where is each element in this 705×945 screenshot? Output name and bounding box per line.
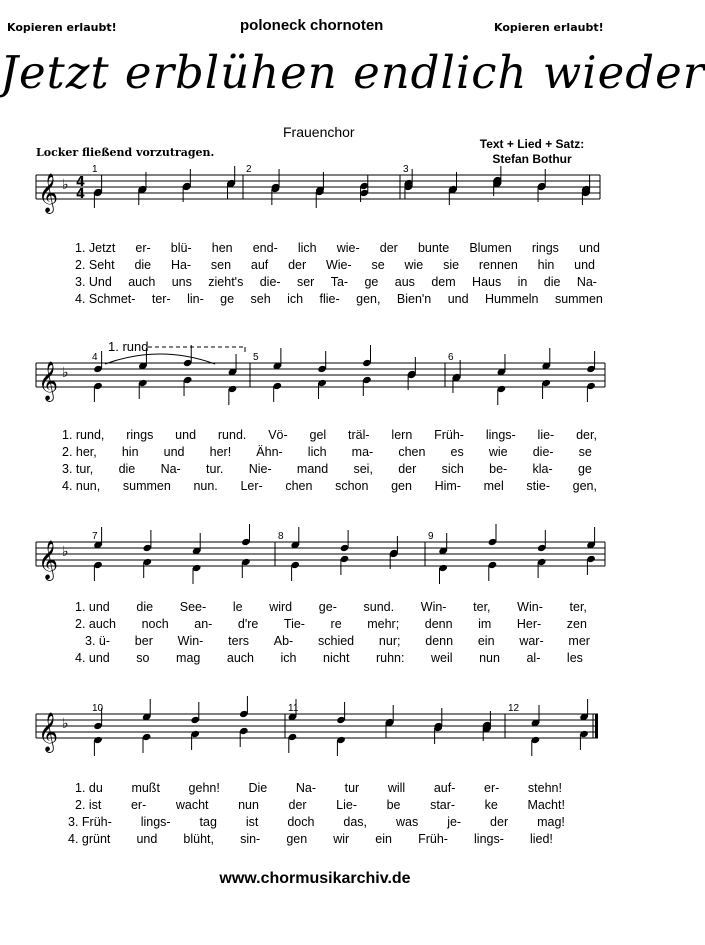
staff-system-1 [0,164,630,224]
measure-number: 7 [92,531,98,542]
lyric-syllable: lings- [140,815,171,829]
copy-notice-left: Kopieren erlaubt! [7,21,117,34]
lyric-syllable: die- [532,445,554,459]
lyric-syllable: nur; [378,634,401,648]
lyric-syllable: auf [250,258,269,272]
lyric-syllable: die- [259,275,281,289]
lyric-syllable: zieht's [208,275,244,289]
lyric-syllable: aus [394,275,415,289]
lyric-syllable: auch [226,651,254,665]
lyric-syllable: und [136,832,158,846]
lyric-syllable: Früh- [418,832,448,846]
staff-system-4 [0,703,630,763]
lyric-syllable: träl- [348,428,370,442]
treble-clef-icon: 𝄞 [38,712,59,752]
lyric-syllable: mehr; [367,617,400,631]
lyric-syllable: d're [237,617,259,631]
staff-system-3 [0,531,630,591]
lyric-syllable: an- [194,617,213,631]
lyric-syllable: nicht [323,651,350,665]
lyric-syllable: See- [179,600,207,614]
lyric-syllable: zen [566,617,587,631]
lyric-syllable: gen, [572,479,597,493]
measure-number: 8 [278,531,284,542]
lyric-syllable: mußt [131,781,160,795]
lyric-syllable: noch [141,617,169,631]
lyric-syllable: mand [296,462,329,476]
lyric-syllable: seh [250,292,271,306]
lyric-syllable: und [447,292,469,306]
lyric-syllable: gen, [356,292,381,306]
verse-3-line-2 [62,462,592,476]
lyric-syllable: lern [391,428,413,442]
lyric-syllable: Bien'n [396,292,432,306]
verse-1-line-3 [75,600,587,614]
lyric-syllable: der [490,815,509,829]
lyric-syllable: kla- [532,462,553,476]
lyric-syllable: er- [135,241,151,255]
lyric-syllable: 3. ü- [85,634,111,648]
lyric-syllable: was [396,815,419,829]
lyric-syllable: doch [287,815,315,829]
lyric-syllable: Ähn- [256,445,283,459]
lyric-syllable: tur. [206,462,224,476]
lyric-syllable: ich [287,292,304,306]
lyric-syllable: sei, [353,462,373,476]
lyric-syllable: rund. [217,428,247,442]
lyric-syllable: chen [285,479,313,493]
lyric-syllable: die [118,462,136,476]
lyric-syllable: le [232,600,243,614]
lyric-syllable: 2. ist [75,798,102,812]
lyric-syllable: der [398,462,417,476]
lyric-syllable: hen [211,241,233,255]
lyric-syllable: ruhn: [375,651,405,665]
verse-4-line-4 [68,832,553,846]
lyric-syllable: nun [238,798,259,812]
lyric-syllable: be [386,798,401,812]
lyric-syllable: mer [568,634,590,648]
song-title: Jetzt erblühen endlich wieder [0,46,705,99]
lyric-syllable: 4. und [75,651,110,665]
lyric-syllable: Die [248,781,268,795]
lyric-syllable: es [450,445,464,459]
lyric-syllable: ser [296,275,315,289]
lyric-syllable: lich [297,241,317,255]
flat-icon: ♭ [62,716,69,732]
lyric-syllable: 1. Jetzt [75,241,116,255]
lyric-syllable: die [543,275,561,289]
lyric-syllable: Win- [420,600,447,614]
lyric-syllable: in [517,275,528,289]
lyric-syllable: ge [577,462,592,476]
lyric-syllable: 4. grünt [68,832,111,846]
lyric-syllable: ter- [151,292,171,306]
lyric-syllable: ge [220,292,235,306]
lyric-syllable: 3. Früh- [68,815,112,829]
lyric-syllable: denn [425,634,454,648]
lyric-syllable: lings- [485,428,516,442]
lyric-syllable: chen [398,445,426,459]
lyric-syllable: gel [309,428,327,442]
verse-2-line-1 [75,258,595,272]
lyric-syllable: re [330,617,342,631]
lyric-syllable: Hummeln [485,292,539,306]
lyric-syllable: wird [269,600,293,614]
lyric-syllable: 4. nun, [62,479,101,493]
treble-clef-icon: 𝄞 [38,540,59,580]
lyric-syllable: gen [286,832,308,846]
lyric-syllable: ke [484,798,498,812]
measure-number: 2 [246,164,252,175]
verse-4-line-2 [62,479,597,493]
lyric-syllable: se [578,445,592,459]
lyric-syllable: die [134,258,152,272]
copy-notice-right: Kopieren erlaubt! [494,21,604,34]
lyric-syllable: auch [128,275,156,289]
measure-number: 10 [92,703,104,714]
lyric-syllable: sie [443,258,460,272]
lyric-syllable: nun. [193,479,218,493]
lyric-syllable: Win- [177,634,204,648]
measure-number: 5 [253,352,259,363]
lyric-syllable: 1. du [75,781,103,795]
lyric-syllable: lin- [187,292,204,306]
time-signature-top: 4 [76,175,86,190]
volta-bracket-label: 1. rund [108,339,149,354]
lyric-syllable: ters [228,634,249,648]
lyric-syllable: Na- [160,462,181,476]
measure-number: 6 [448,352,454,363]
lyric-syllable: rings [531,241,559,255]
lyric-syllable: mag [176,651,201,665]
lyric-syllable: bunte [417,241,450,255]
lyric-syllable: der [288,258,307,272]
lyric-syllable: auf- [433,781,456,795]
lyric-syllable: ge [364,275,379,289]
lyric-syllable: wie- [336,241,360,255]
publisher-title: poloneck chornoten [240,17,384,34]
lyric-syllable: rennen [478,258,518,272]
verse-2-line-3 [75,617,587,631]
lyric-syllable: und [175,428,197,442]
measure-number: 1 [92,164,98,175]
lyric-syllable: lings- [474,832,504,846]
lyric-syllable: je- [447,815,462,829]
lyric-syllable: schied [318,634,355,648]
lyric-syllable: Vö- [268,428,288,442]
lyric-syllable: hin [537,258,555,272]
lyric-syllable: rings [126,428,154,442]
lyric-syllable: summen [554,292,603,306]
verse-1-line-1 [75,241,600,255]
lyric-syllable: stie- [526,479,551,493]
verse-3-line-4 [68,815,565,829]
lyric-syllable: Nie- [248,462,272,476]
verse-1-line-2 [62,428,597,442]
verse-2-line-4 [75,798,565,812]
measure-number: 11 [288,703,299,714]
lyric-syllable: lie- [537,428,555,442]
lyric-syllable: sen [210,258,232,272]
lyric-syllable: ter, [569,600,587,614]
lyric-syllable: end- [252,241,278,255]
measure-number: 3 [403,164,409,175]
lyric-syllable: mag! [537,815,565,829]
lyric-syllable: her! [209,445,232,459]
verse-1-line-4 [75,781,562,795]
lyric-syllable: Blumen [469,241,512,255]
lyric-syllable: weil [431,651,453,665]
lyric-syllable: lied! [529,832,553,846]
lyric-syllable: Win- [517,600,543,614]
lyric-syllable: Him- [434,479,461,493]
measure-number: 12 [508,703,520,714]
lyric-syllable: mel [483,479,504,493]
lyric-syllable: be- [489,462,508,476]
lyric-syllable: ber [134,634,153,648]
lyric-syllable: 2. auch [75,617,117,631]
voicing-subtitle: Frauenchor [283,124,355,140]
lyric-syllable: Früh- [434,428,464,442]
lyric-syllable: sich [441,462,464,476]
flat-icon: ♭ [62,365,69,381]
lyric-syllable: Tie- [283,617,305,631]
lyric-syllable: tur [344,781,360,795]
lyric-syllable: Ta- [330,275,349,289]
lyric-syllable: 1. rund, [62,428,105,442]
lyric-syllable: ma- [351,445,374,459]
lyric-syllable: 3. Und [75,275,112,289]
measure-number: 9 [428,531,434,542]
lyric-syllable: gehn! [188,781,220,795]
lyric-syllable: die [136,600,154,614]
lyric-syllable: will [387,781,406,795]
lyric-syllable: Na- [576,275,597,289]
verse-3-line-3 [85,634,590,648]
lyric-syllable: 4. Schmet- [75,292,136,306]
lyric-syllable: se [371,258,385,272]
lyric-syllable: lich [307,445,327,459]
footer-website: www.chormusikarchiv.de [219,870,411,887]
lyric-syllable: schon [335,479,369,493]
lyric-syllable: summen [122,479,171,493]
lyric-syllable: wir [333,832,350,846]
lyric-syllable: Na- [295,781,316,795]
flat-icon: ♭ [62,544,69,560]
lyric-syllable: der, [576,428,597,442]
lyric-syllable: blü- [170,241,192,255]
lyric-syllable: Wie- [325,258,352,272]
lyric-syllable: nun [479,651,500,665]
lyric-syllable: so [136,651,150,665]
treble-clef-icon: 𝄞 [38,361,59,401]
lyric-syllable: 1. und [75,600,110,614]
lyric-syllable: flie- [319,292,340,306]
lyric-syllable: al- [526,651,541,665]
treble-clef-icon: 𝄞 [38,173,59,213]
lyric-syllable: ter, [473,600,491,614]
lyric-syllable: sund. [363,600,395,614]
lyric-syllable: das, [343,815,368,829]
lyric-syllable: tag [199,815,217,829]
lyric-syllable: Her- [516,617,542,631]
lyric-syllable: und [163,445,185,459]
lyric-syllable: er- [130,798,147,812]
verse-3-line-1 [75,275,597,289]
tempo-marking: Locker fließend vorzutragen. [36,146,215,159]
lyric-syllable: 2. Seht [75,258,115,272]
staff-system-2 [0,352,630,412]
time-signature-bottom: 4 [76,187,86,202]
verse-4-line-1 [75,292,603,306]
lyric-syllable: und [579,241,600,255]
lyric-syllable: Ha- [170,258,192,272]
lyric-syllable: star- [430,798,456,812]
lyric-syllable: ein [477,634,495,648]
lyric-syllable: 3. tur, [62,462,94,476]
lyric-syllable: gen [391,479,412,493]
lyric-syllable: ein [375,832,392,846]
verse-4-line-3 [75,651,583,665]
lyric-syllable: ist [245,815,259,829]
final-barline-thick [595,714,598,738]
lyric-syllable: er- [484,781,500,795]
flat-icon: ♭ [62,177,69,193]
lyric-syllable: wie [404,258,424,272]
lyric-syllable: Ab- [273,634,294,648]
lyric-syllable: war- [519,634,544,648]
lyric-syllable: wacht [175,798,209,812]
lyric-syllable: uns [171,275,192,289]
lyric-syllable: blüht, [183,832,214,846]
lyric-syllable: sin- [240,832,261,846]
lyric-syllable: dem [431,275,456,289]
lyric-syllable: hin [121,445,139,459]
lyric-syllable: ich [280,651,297,665]
lyric-syllable: les [566,651,583,665]
lyric-syllable: ge- [318,600,337,614]
lyric-syllable: Macht! [527,798,565,812]
measure-number: 4 [92,352,98,363]
lyric-syllable: und [574,258,595,272]
lyric-syllable: der [379,241,398,255]
lyric-syllable: wie [488,445,508,459]
verse-2-line-2 [62,445,592,459]
lyric-syllable: Lie- [336,798,358,812]
lyric-syllable: stehn! [527,781,562,795]
lyric-syllable: 2. her, [62,445,97,459]
lyric-syllable: denn [424,617,453,631]
lyric-syllable: Haus [472,275,502,289]
lyric-syllable: Ler- [240,479,263,493]
lyric-syllable: der [288,798,307,812]
author-credit: Text + Lied + Satz: Stefan Bothur [479,137,585,166]
lyric-syllable: im [478,617,492,631]
